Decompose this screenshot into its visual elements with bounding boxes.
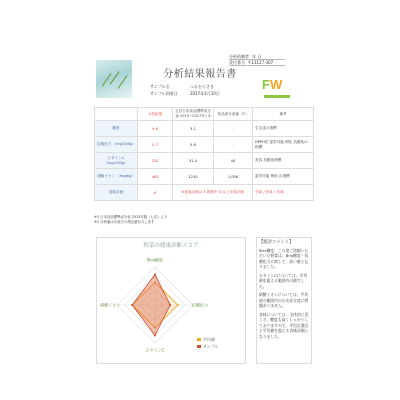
table-header-row [95, 108, 314, 121]
row-label: ビタミンC （mg/100g） [95, 153, 138, 169]
table-header: 分析結果 [138, 108, 173, 121]
meta-label: 受付番号 [229, 60, 245, 65]
row-label: 食味評価 [95, 185, 138, 201]
sample-name-value: つるむらさき [190, 84, 214, 89]
row-ref: 1210 [173, 169, 214, 185]
comment-paragraph: 硝酸イオンについては、平均値の範囲内のため安全度に問題ありません。 [259, 292, 309, 308]
footnotes [94, 215, 167, 224]
footnote: ※1 日本食品標準成分表 2015年版（七訂）より [94, 215, 168, 219]
row-ratio: 1,006 [214, 169, 253, 185]
table-row [95, 121, 314, 137]
comment-paragraph: 食味については、全体的に美しさ、糖度も高くしっかりしておりますので、平均点満点と平均値を超える食味評価となりました。 [259, 311, 309, 339]
row-label: 抗酸化力 （mg/100g） [95, 137, 138, 153]
sample-date-label: サンプル到着日 [150, 91, 178, 96]
sample-info [150, 83, 220, 97]
sample-name-label: サンプル名 [150, 84, 170, 89]
row-ref: 3.1 [173, 121, 214, 137]
row-label: 糖度 [95, 121, 138, 137]
radar-panel [96, 237, 246, 364]
row-note: DPPH法 富栄可能 例化 抗酸化の指標 [253, 137, 314, 153]
row-note: 生生成の指標 [253, 121, 314, 137]
comment-paragraph: ビタミンCについては、平均値を超える範囲内の値でした。 [259, 272, 308, 289]
logo-letter-f: F [262, 77, 270, 92]
meta-value: 年 日 [252, 54, 262, 59]
row-value: 252 [138, 153, 173, 169]
meta-label: 分析依頼者 [229, 54, 249, 59]
table-header: 五訂日本食品標準成分表 2015~2017年 / 8 [173, 108, 214, 121]
radar-axis-label: 抗酸化力 [191, 302, 208, 308]
table-row [95, 153, 314, 169]
summary-note: ※食味評価は 5 段階中 4 以上を高評価 [173, 185, 253, 201]
radar-title: 野菜の健康診断スコア [143, 243, 199, 249]
meta-value: Y-13127-307 [248, 60, 274, 65]
row-ratio: 44 [214, 153, 253, 169]
row-value: 0.7 [138, 137, 173, 153]
row-note: 美容 抗酸化指標 [253, 153, 314, 169]
table-row [95, 137, 314, 153]
row-note: 甘味 / 旨味 / 苦味 [253, 185, 314, 201]
comment-title: 【総評コメント】 [259, 240, 294, 245]
radar-point [169, 304, 171, 306]
result-table [94, 107, 314, 201]
table-header: 食品成分表値（C） [214, 108, 253, 121]
legend-swatch [197, 345, 201, 348]
footnote: ※2 分析値は各成分の測定値を示します [94, 219, 155, 224]
legend-label: 平均値 [203, 337, 215, 342]
page-title: 分析結果報告書 [163, 69, 237, 80]
row-ratio: - [214, 137, 253, 153]
radar-axis-label: Brix糖度 [147, 257, 163, 263]
table-row [95, 169, 314, 185]
table-row [95, 185, 314, 201]
radar-chart [97, 249, 245, 361]
row-ref: 31.4 [173, 153, 214, 169]
radar-axis-label: ビタミンC [145, 347, 165, 353]
comment-paragraph: Brix糖度：この度ご依頼いただいた野菜は、Brix糖度・抗酸化力に関して、高い値となりました。 [259, 247, 309, 269]
table-header [95, 108, 138, 121]
company-logo [262, 77, 290, 99]
legend-label: サンプル [203, 344, 219, 349]
radar-axis-label: 硝酸イオン [100, 302, 121, 308]
radar-point [154, 334, 156, 336]
radar-point [154, 274, 156, 276]
row-label: 硝酸イオン （mg/kg） [95, 169, 138, 185]
table-header: 備考 [253, 108, 314, 121]
row-value: 463 [138, 169, 173, 185]
radar-point [131, 304, 133, 306]
row-value: 6 [138, 185, 173, 201]
row-note: 富栄可能 例化 の指標 [253, 169, 314, 185]
row-ratio: - [214, 121, 253, 137]
sample-date-value: 2017年1月10日 [190, 91, 220, 96]
row-value: 9.6 [138, 121, 173, 137]
logo-letter-w: W [269, 77, 283, 92]
radar-point [177, 304, 179, 306]
comment-panel [256, 237, 312, 364]
row-ref: 5.6 [173, 137, 214, 153]
legend-swatch [197, 338, 201, 341]
